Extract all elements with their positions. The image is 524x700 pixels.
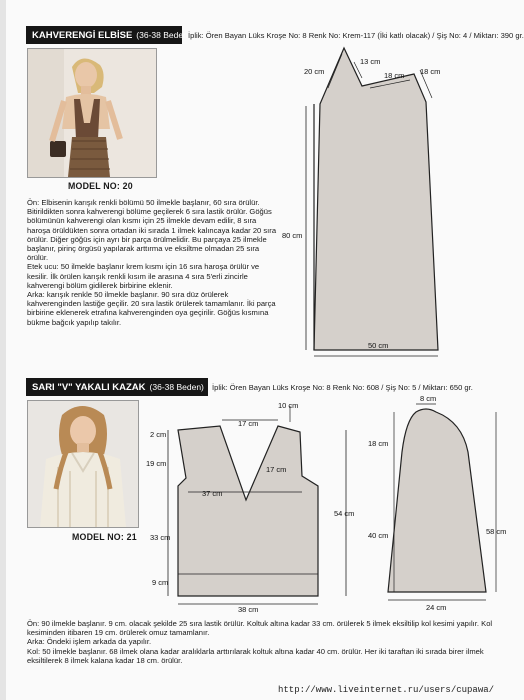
pattern2-model-number: MODEL NO: 21 <box>72 532 137 542</box>
sweater-dim-rib: 9 cm <box>152 578 169 587</box>
sweater-dim-neck-drop: 10 cm <box>278 401 299 410</box>
sweater-dim-v-depth: 17 cm <box>266 465 287 474</box>
sleeve-dim-length: 58 cm <box>486 527 507 536</box>
sweater-dim-chest: 37 cm <box>202 489 223 498</box>
sweater-dim-length: 54 cm <box>334 509 355 518</box>
pattern1-model-number: MODEL NO: 20 <box>68 181 133 191</box>
sweater-body-shape <box>178 426 318 596</box>
pattern1-yarn: İplik: Ören Bayan Lüks Kroşe No: 8 Renk No: Krem-117 (İki katlı olacak) / Şiş No: 4 / Miktarı: 390 gr. <box>188 31 524 40</box>
pattern1-model-illustration <box>28 49 156 177</box>
sleeve-schematic <box>364 392 516 616</box>
pattern1-hem-text: Etek ucu: 50 ilmekle başlanır krem kısmı için 16 sıra haroşa örülür ve kesilir. İlk örülen karışık renkli kısım ile arasına 4 sıra 5'erli zincirle kahverengi bölüm gidilerek birbirine eklenir. <box>27 262 260 290</box>
pattern2-instructions <box>27 619 509 665</box>
sleeve-dim-cap: 18 cm <box>368 439 389 448</box>
pattern2-yarn: İplik: Ören Bayan Lüks Kroşe No: 8 Renk No: 608 / Şiş No: 5 / Miktarı: 650 gr. <box>212 383 473 392</box>
sweater-dim-body: 33 cm <box>150 533 171 542</box>
pattern1-instructions <box>27 198 281 327</box>
pattern2-back-text: Arka: Öndeki işlem arkada da yapılır. <box>27 637 152 647</box>
pattern2-photo <box>27 400 139 528</box>
dress-dim-top-left: 20 cm <box>304 67 325 76</box>
pattern1-title: KAHVERENGİ ELBİSE <box>32 30 133 41</box>
page-gutter <box>0 0 6 700</box>
dress-dim-top-mid: 18 cm <box>384 71 405 80</box>
sleeve-dim-arm: 40 cm <box>368 531 389 540</box>
dress-dim-top-inner: 13 cm <box>360 57 381 66</box>
dress-shape <box>314 48 441 350</box>
pattern2-front-text: Ön: 90 ilmekle başlanır. 9 cm. olacak şekilde 25 sıra lastik örülür. Koltuk altına kadar 33 cm. örülerek 5 ilmek eksiltilip kol kesimi yapılır. Kol kesiminden itibaren 19 cm. örülerek omuz tamamlanır. <box>27 619 493 638</box>
sleeve-dim-top: 8 cm <box>420 394 437 403</box>
sweater-body-schematic <box>142 396 374 616</box>
pattern2-sleeve-text: Kol: 50 ilmekle başlanır. 68 ilmek olana kadar aralıklarla arttırılarak koltuk altına kadar 40 cm. örülür. Her iki taraftan iki sırada birer ilmek eksiltilerek 8 ilmek kalana kadar 18 cm. örülür. <box>27 646 484 665</box>
sweater-dim-shoulder: 17 cm <box>238 419 259 428</box>
pattern1-sizes: (36-38 Beden) <box>136 30 191 40</box>
pattern1-photo <box>27 48 157 178</box>
sweater-dim-armhole: 19 cm <box>146 459 167 468</box>
pattern2-title-bar <box>26 378 208 396</box>
sleeve-dim-cuff: 24 cm <box>426 603 447 612</box>
pattern2-model-illustration <box>28 401 138 527</box>
dress-dim-top-right: 18 cm <box>420 67 441 76</box>
sweater-dim-shoulder-drop: 2 cm <box>150 430 167 439</box>
pattern2-title: SARI "V" YAKALI KAZAK <box>32 382 146 393</box>
pattern1-back-text: Arka: karışık renkle 50 ilmekle başlanır. 90 sıra düz örülerek kahverenginden lastiğe geçilir. 20 sıra lastik örülerek tamamlanır. İki parça birbirine eklenerek etrafına kahverenginden oya geçirilir. Göğüs kısmına bükme bağcık yapılıp takılır. <box>27 290 276 327</box>
dress-dim-height: 80 cm <box>282 231 303 240</box>
pattern2-sizes: (36-38 Beden) <box>149 382 204 392</box>
pattern1-front-text: Ön: Elbisenin karışık renkli bölümü 50 ilmekle başlanır, 60 sıra örülür. Bitirildikten sonra kahverengi bölüme geçilerek 6 sıra lastik örülür. Göğüs bölümünün kahverengi olan kısmı için 25 ilmekle devam edilir, 8 sıra haroşa örüldükten sonra ortadan iki sırada 1 ilmek kalıncaya kadar 20 sıra örülür. Diğer göğüs için ayrı bir parça örülmelidir. Bu parçaya 25 ilmekle başlanır, pirinç örgüsü yapılarak arttırma ve eksiltme olmadan 25 sıra örülür. <box>27 198 277 263</box>
dress-schematic <box>282 44 456 362</box>
footer-url: http://www.liveinternet.ru/users/cupawa/ <box>278 685 495 695</box>
sleeve-shape <box>388 409 486 592</box>
pattern1-title-bar <box>26 26 191 44</box>
sweater-dim-width: 38 cm <box>238 605 259 614</box>
dress-dim-width: 50 cm <box>368 341 389 350</box>
